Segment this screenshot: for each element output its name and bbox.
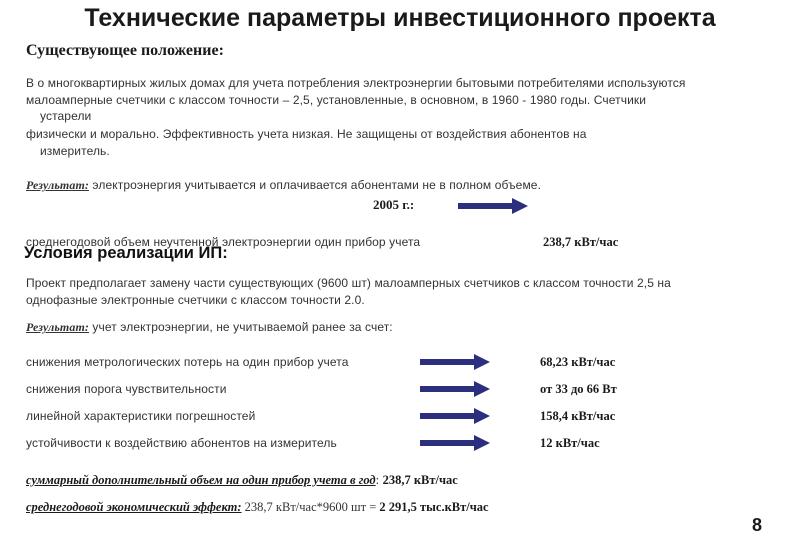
existing-result-text: электроэнергия учитывается и оплачивается абонентами не в полном объеме. xyxy=(88,178,541,192)
arrow-icon xyxy=(420,408,492,424)
page-title: Технические параметры инвестиционного проекта xyxy=(84,4,716,32)
effect-line xyxy=(26,500,489,515)
effect-formula: 238,7 кВт/час*9600 шт = xyxy=(241,500,380,514)
loss-text: среднегодовой объем неучтенной электроэнергии один прибор учета xyxy=(26,235,421,249)
conditions-result xyxy=(26,320,393,335)
list-item-value: 68,23 кВт/час xyxy=(540,355,616,369)
arrow-icon xyxy=(420,435,492,451)
existing-line-3: устарели xyxy=(40,109,92,123)
year-arrow-icon xyxy=(458,198,530,214)
list-item-value: 158,4 кВт/час xyxy=(540,409,616,423)
conditions-result-label: Результат: xyxy=(26,320,89,334)
list-item-label: устойчивости к воздействию абонентов на измеритель xyxy=(26,436,337,450)
conditions-line-2: однофазные электронные счетчики с классом точности 2.0. xyxy=(26,293,365,307)
existing-line-5: измеритель. xyxy=(40,144,110,158)
list-item-value: от 33 до 66 Вт xyxy=(540,382,617,396)
list-item-label: снижения метрологических потерь на один прибор учета xyxy=(26,355,349,369)
total-label: суммарный дополнительный объем на один прибор учета в год xyxy=(26,473,376,487)
page-number: 8 xyxy=(752,515,763,535)
year-label: 2005 г.: xyxy=(373,197,415,212)
list-item-label: снижения порога чувствительности xyxy=(26,382,227,396)
conditions-result-text: учет электроэнергии, не учитываемой ранее за счет: xyxy=(88,320,393,334)
conditions-heading: Условия реализации ИП: xyxy=(24,244,228,262)
total-colon: : xyxy=(375,473,380,487)
effect-value: 2 291,5 тыс.кВт/час xyxy=(379,500,489,514)
list-item-value: 12 кВт/час xyxy=(540,436,600,450)
existing-result xyxy=(26,178,541,193)
loss-value: 238,7 кВт/час xyxy=(543,235,619,249)
arrow-icon xyxy=(420,354,492,370)
arrow-icon xyxy=(420,381,492,397)
existing-line-1: В о многоквартирных жилых домах для учета потребления электроэнергии бытовыми потребителями используются xyxy=(26,76,686,90)
total-line xyxy=(26,473,458,488)
existing-line-2: малоамперные счетчики с классом точности – 2,5, установленные, в основном, в 1960 - 1980 годы. Счетчики xyxy=(26,93,647,107)
total-value: 238,7 кВт/час xyxy=(382,473,458,487)
existing-result-label: Результат: xyxy=(26,178,89,192)
effect-label: среднегодовой экономический эффект: xyxy=(26,500,242,514)
list-item-label: линейной характеристики погрешностей xyxy=(26,409,256,423)
existing-line-4: физически и морально. Эффективность учета низкая. Не защищены от воздействия абонентов на xyxy=(26,127,587,141)
conditions-line-1: Проект предполагает замену части существующих (9600 шт) малоамперных счетчиков с классом точности 2,5 на xyxy=(26,276,671,290)
existing-heading: Существующее положение: xyxy=(26,42,224,59)
